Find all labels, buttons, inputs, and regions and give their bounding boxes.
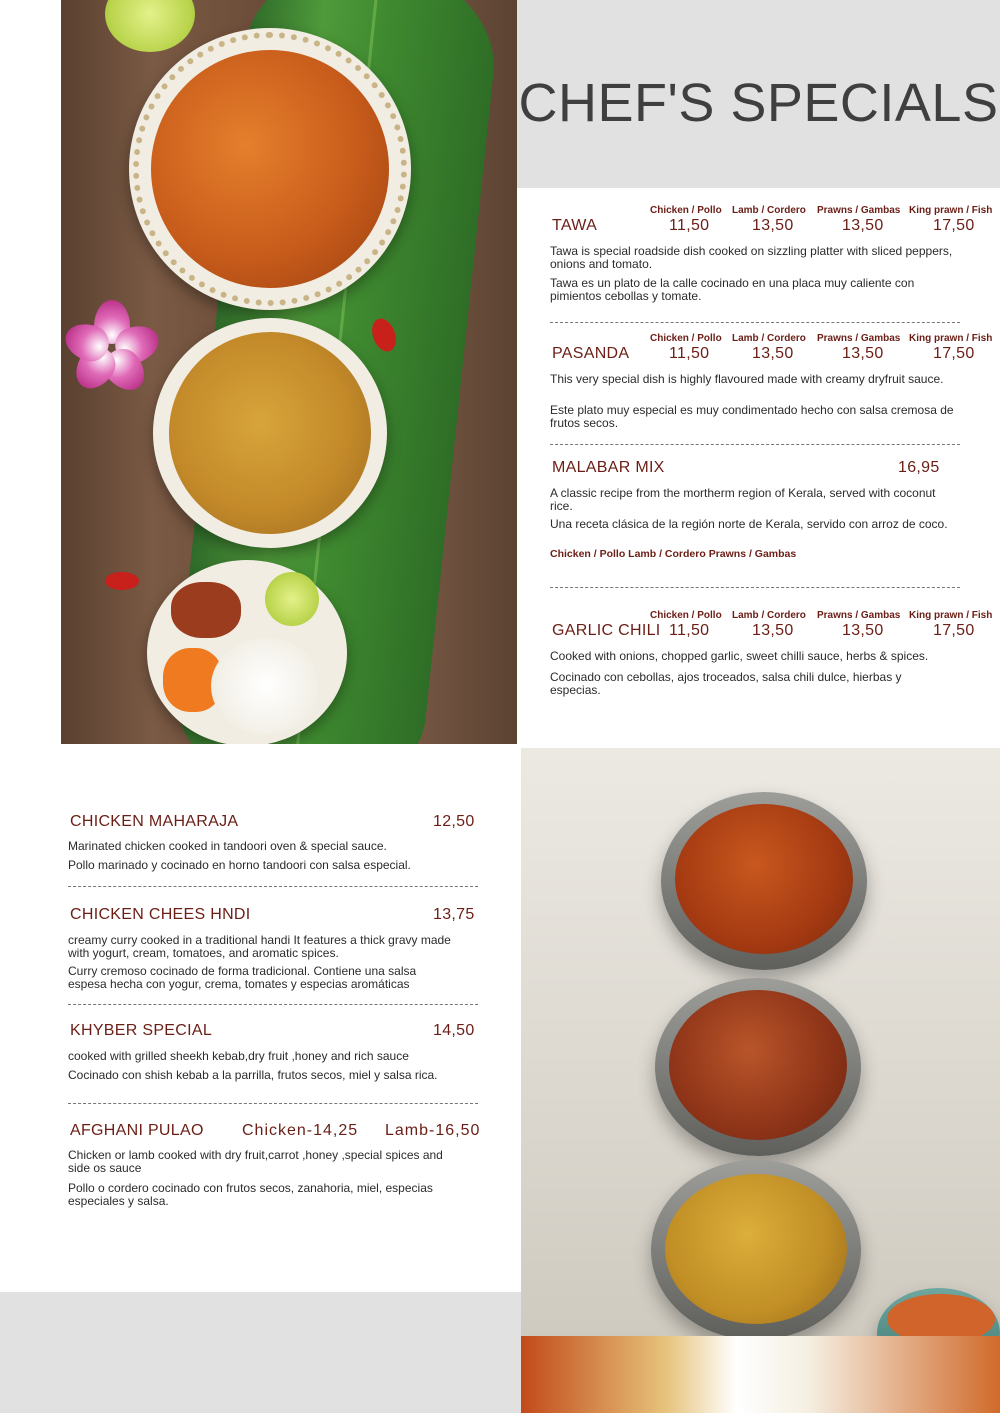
dish-name: MALABAR MIX (552, 459, 665, 476)
orchid-flower (69, 300, 155, 386)
label-lamb: Lamb / Cordero (732, 610, 806, 621)
page-title: CHEF'S SPECIALS (518, 73, 999, 133)
dish-name: GARLIC CHILI (552, 622, 661, 639)
description-es: Curry cremoso cocinado de forma tradicional. Contiene una salsa espesa hecha con yogur, crema, tomates y especias aromáticas (68, 964, 417, 991)
label-lamb: Lamb / Cordero (732, 333, 806, 344)
label-king-prawn: King prawn / Fish (909, 205, 993, 216)
price-king-prawn: 17,50 (933, 345, 975, 362)
label-lamb: Lamb / Cordero (732, 205, 806, 216)
price-chicken: Chicken-14,25 (242, 1122, 359, 1139)
label-chicken: Chicken / Pollo (650, 333, 722, 344)
label-prawns: Prawns / Gambas (817, 333, 901, 344)
description-en: A classic recipe from the mortherm region of Kerala, served with coconut rice. (550, 486, 936, 513)
description-en: Tawa is special roadside dish cooked on sizzling platter with sliced peppers, onions and tomato. (550, 244, 953, 271)
divider (550, 444, 960, 445)
price: 13,75 (433, 906, 475, 923)
dish-name: CHICKEN MAHARAJA (70, 813, 239, 830)
description-es: Cocinado con cebollas, ajos troceados, salsa chili dulce, hierbas y especias. (550, 670, 902, 697)
food-photo-curries-on-banana-leaf (61, 0, 517, 744)
curry-pot-bottom (651, 1160, 861, 1340)
price: 14,50 (433, 1022, 475, 1039)
dish-name: CHICKEN CHEES HNDI (70, 906, 251, 923)
dish-name: TAWA (552, 217, 598, 234)
price-prawns: 13,50 (842, 622, 884, 639)
dish-name: KHYBER SPECIAL (70, 1022, 213, 1039)
price-king-prawn: 17,50 (933, 217, 975, 234)
divider (550, 322, 960, 323)
label-prawns: Prawns / Gambas (817, 205, 901, 216)
serving-plate (521, 1336, 1000, 1413)
price-lamb: Lamb-16,50 (385, 1122, 481, 1139)
price-prawns: 13,50 (842, 345, 884, 362)
price-prawns: 13,50 (842, 217, 884, 234)
rice-plate (147, 560, 347, 744)
dish-name: PASANDA (552, 345, 630, 362)
red-chili-2 (105, 572, 139, 590)
description-es: Cocinado con shish kebab a la parrilla, frutos secos, miel y salsa rica. (68, 1068, 438, 1082)
description-en: creamy curry cooked in a traditional handi It features a thick gravy made with yogurt, cream, tomatoes, and aromatic spices. (68, 933, 451, 960)
curry-pot-top (661, 792, 867, 970)
description-en: Cooked with onions, chopped garlic, sweet chilli sauce, herbs & spices. (550, 649, 929, 663)
price-chicken: 11,50 (669, 345, 710, 362)
description-en: cooked with grilled sheekh kebab,dry fruit ,honey and rich sauce (68, 1049, 409, 1063)
label-king-prawn: King prawn / Fish (909, 333, 993, 344)
divider (68, 886, 478, 887)
price-lamb: 13,50 (752, 217, 794, 234)
price-chicken: 11,50 (669, 622, 710, 639)
footer-band (0, 1292, 521, 1413)
description-en: Marinated chicken cooked in tandoori oven & special sauce. (68, 839, 387, 853)
label-king-prawn: King prawn / Fish (909, 610, 993, 621)
divider (68, 1004, 478, 1005)
curry-bowl-1 (129, 28, 411, 310)
protein-options: Chicken / Pollo Lamb / Cordero Prawns / Gambas (550, 548, 797, 560)
price-king-prawn: 17,50 (933, 622, 975, 639)
curry-bowl-2 (153, 318, 387, 548)
description-es: Pollo o cordero cocinado con frutos secos, zanahoria, miel, especias especiales y salsa. (68, 1181, 433, 1208)
curry-pot-middle (655, 978, 861, 1156)
food-photo-stacked-curry-pots (521, 748, 1000, 1413)
label-chicken: Chicken / Pollo (650, 610, 722, 621)
description-es: Tawa es un plato de la calle cocinado en una placa muy caliente con pimientos cebollas y tomate. (550, 276, 915, 303)
price-lamb: 13,50 (752, 622, 794, 639)
description-es: Este plato muy especial es muy condimentado hecho con salsa cremosa de frutos secos. (550, 403, 954, 430)
label-chicken: Chicken / Pollo (650, 205, 722, 216)
description-en: This very special dish is highly flavoured made with creamy dryfruit sauce. (550, 372, 944, 386)
description-es: Pollo marinado y cocinado en horno tandoori con salsa especial. (68, 858, 411, 872)
price-chicken: 11,50 (669, 217, 710, 234)
divider (550, 587, 960, 588)
dish-name: AFGHANI PULAO (70, 1122, 204, 1139)
lime-wedge (105, 0, 195, 52)
price-lamb: 13,50 (752, 345, 794, 362)
description-es: Una receta clásica de la región norte de Kerala, servido con arroz de coco. (550, 517, 948, 531)
divider (68, 1103, 478, 1104)
description-en: Chicken or lamb cooked with dry fruit,carrot ,honey ,special spices and side os sauce (68, 1148, 443, 1175)
price: 16,95 (898, 459, 940, 476)
label-prawns: Prawns / Gambas (817, 610, 901, 621)
price: 12,50 (433, 813, 475, 830)
